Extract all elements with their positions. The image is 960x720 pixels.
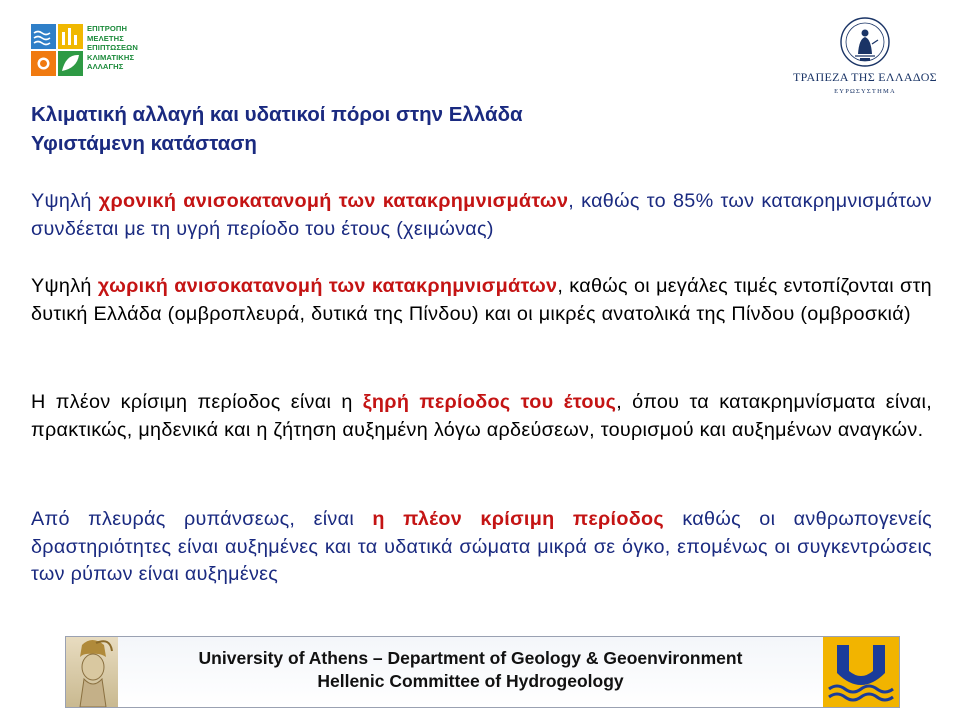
slide-title: [31, 100, 931, 158]
paragraph-1-text-after: , καθώς το 85% των κατακρημνισμάτων συνδέεται με τη υγρή περίοδο του έτους (χειμώνας): [31, 190, 932, 240]
paragraph-3-text-after: , όπου τα κατακρημνίσματα είναι, πρακτικώς, μηδενικά και η ζήτηση αυξημένη λόγω αρδεύσεων, τουρισμού και αυξημένων αναγκών.: [31, 391, 932, 441]
committee-name: ΕΠΙΤΡΟΠΗ ΜΕΛΕΤΗΣ ΕΠΙΠΤΩΣΕΩΝ ΚΛΙΜΑΤΙΚΗΣ ΑΛΛΑΓΗΣ: [87, 24, 138, 72]
bank-subtitle: ΕΥΡΩΣΥΣΤΗΜΑ: [834, 88, 896, 95]
footer-committee: Hellenic Committee of Hydrogeology: [317, 671, 624, 691]
hydrogeology-logo-icon: [823, 637, 899, 707]
bank-name: ΤΡΑΠΕΖΑ ΤΗΣ ΕΛΛΑΔΟΣ: [793, 70, 937, 84]
athena-statue-icon: [66, 637, 118, 707]
title-line-1: Κλιματική αλλαγή και υδατικοί πόροι στην Ελλάδα: [31, 103, 523, 126]
paragraph-4-text-after: καθώς οι ανθρωπογενείς δραστηριότητες είναι αυξημένες και τα υδατικά σώματα μικρά σε όγκο, επομένως οι συγκεντρώσεις των ρύπων είναι αυξημένες: [31, 508, 933, 585]
footer-university: University of Athens – Department of Geology & Geoenvironment: [198, 648, 743, 668]
title-line-2: Υφιστάμενη κατάσταση: [31, 132, 257, 155]
paragraph-4-text-before: Από πλευράς ρυπάνσεως, είναι: [31, 508, 373, 530]
paragraph-1-highlight: χρονική ανισοκατανομή των κατακρημνισμάτων: [98, 190, 569, 212]
footer-text: [118, 647, 823, 693]
bank-seal-icon: [838, 16, 892, 68]
footer-banner: [65, 636, 900, 708]
paragraph-4-highlight: η πλέον κρίσιμη περίοδος: [372, 508, 664, 530]
paragraph-2-text-after: , καθώς οι μεγάλες τιμές εντοπίζονται στη δυτική Ελλάδα (ομβροπλευρά, δυτικά της Πίνδου) και οι μικρές ανατολικά της Πίνδου (ομβροσκιά): [31, 275, 932, 325]
paragraph-3-highlight: ξηρή περίοδος του έτους: [362, 391, 617, 413]
paragraph-3-text-before: Η πλέον κρίσιμη περίοδος είναι η: [31, 391, 363, 413]
bank-of-greece-logo: [790, 16, 940, 100]
paragraph-spatial-distribution: [31, 273, 932, 328]
paragraph-2-highlight: χωρική ανισοκατανομή των κατακρημνισμάτων: [97, 275, 558, 297]
climate-committee-logo: [31, 22, 143, 80]
paragraph-1-text-before: Υψηλή: [31, 190, 99, 212]
paragraph-dry-period: [31, 389, 932, 444]
paragraph-temporal-distribution: [31, 188, 932, 243]
climate-committee-emblem-icon: [31, 24, 83, 76]
paragraph-pollution: [31, 506, 932, 589]
paragraph-2-text-before: Υψηλή: [31, 275, 98, 297]
